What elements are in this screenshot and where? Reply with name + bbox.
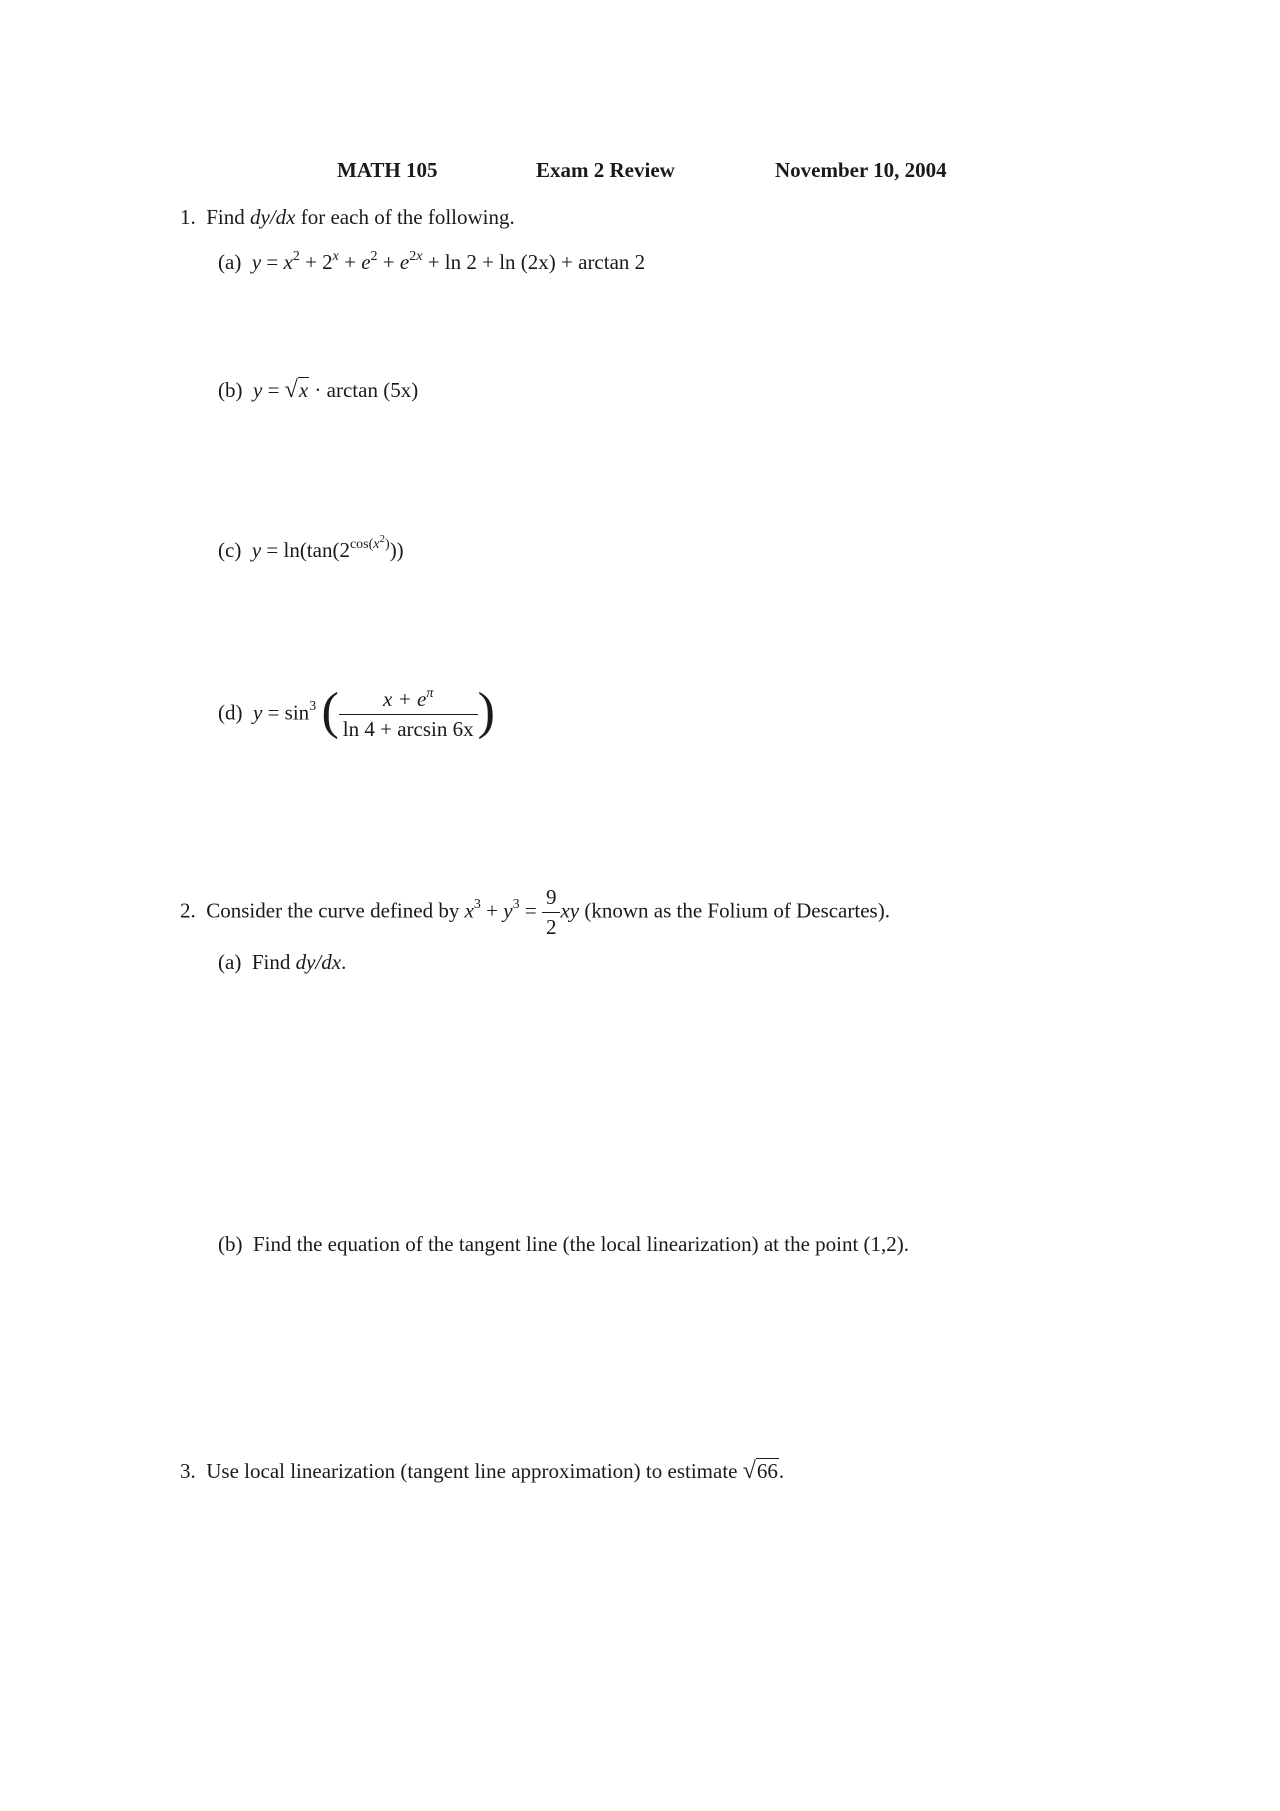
question-2b: (b) Find the equation of the tangent line (the local linearization) at the point (1,2). — [218, 1232, 910, 1256]
part-label: (a) — [218, 250, 242, 274]
question-2a: (a) Find dy/dx. — [218, 950, 347, 974]
question-1b: (b) y = √x · arctan (5x) — [218, 377, 419, 403]
question-3-number: 3. — [180, 1459, 196, 1483]
question-2-prompt: 2. Consider the curve defined by $x^3 + y^3$ = $\frac{9}{2}$ xy (known as the Folium of Descartes). — [180, 885, 890, 939]
sqrt-66: √66 — [742, 1458, 778, 1484]
question-1-number: 1. — [180, 205, 196, 229]
page-title: Exam 2 Review — [536, 158, 675, 182]
question-1a-tail: + ln 2 + ln (2x) + arctan 2 — [427, 250, 646, 274]
fraction: $\frac{x + e^\pi}{\ln 4 + \arcsin 6x}$ — [339, 687, 478, 742]
exam-date: November 10, 2004 — [775, 158, 947, 182]
part-label: (a) — [218, 950, 242, 974]
sqrt-x: √x — [284, 377, 309, 403]
part-label: (b) — [218, 1232, 243, 1256]
question-2-number: 2. — [180, 898, 196, 923]
part-label: (d) — [218, 700, 243, 725]
question-3-prompt: 3. Use local linearization (tangent line approximation) to estimate √66. — [180, 1458, 785, 1484]
fraction: $\frac{9}{2}$ — [542, 885, 561, 940]
question-1a: (a) $y = x^2 + 2^x + e^2 + e^{2x} + \ln 2 + \ln (2x) + \arctan 2$ — [218, 249, 646, 274]
course-code: MATH 105 — [337, 158, 438, 182]
part-label: (b) — [218, 378, 243, 402]
question-1c: (c) $y = \ln(\tan(2^{cos(x^2)}))$ — [218, 533, 404, 562]
question-1b-tail: · arctan (5x) — [314, 378, 419, 402]
question-1-prompt: 1. Find dy/dx for each of the following. — [180, 205, 515, 229]
question-1d: (d) $y = \sin^3$ ( $\frac{x + e^\pi}{\ln 4 + \arcsin 6x}$ ) — [218, 682, 495, 741]
part-label: (c) — [218, 538, 242, 562]
